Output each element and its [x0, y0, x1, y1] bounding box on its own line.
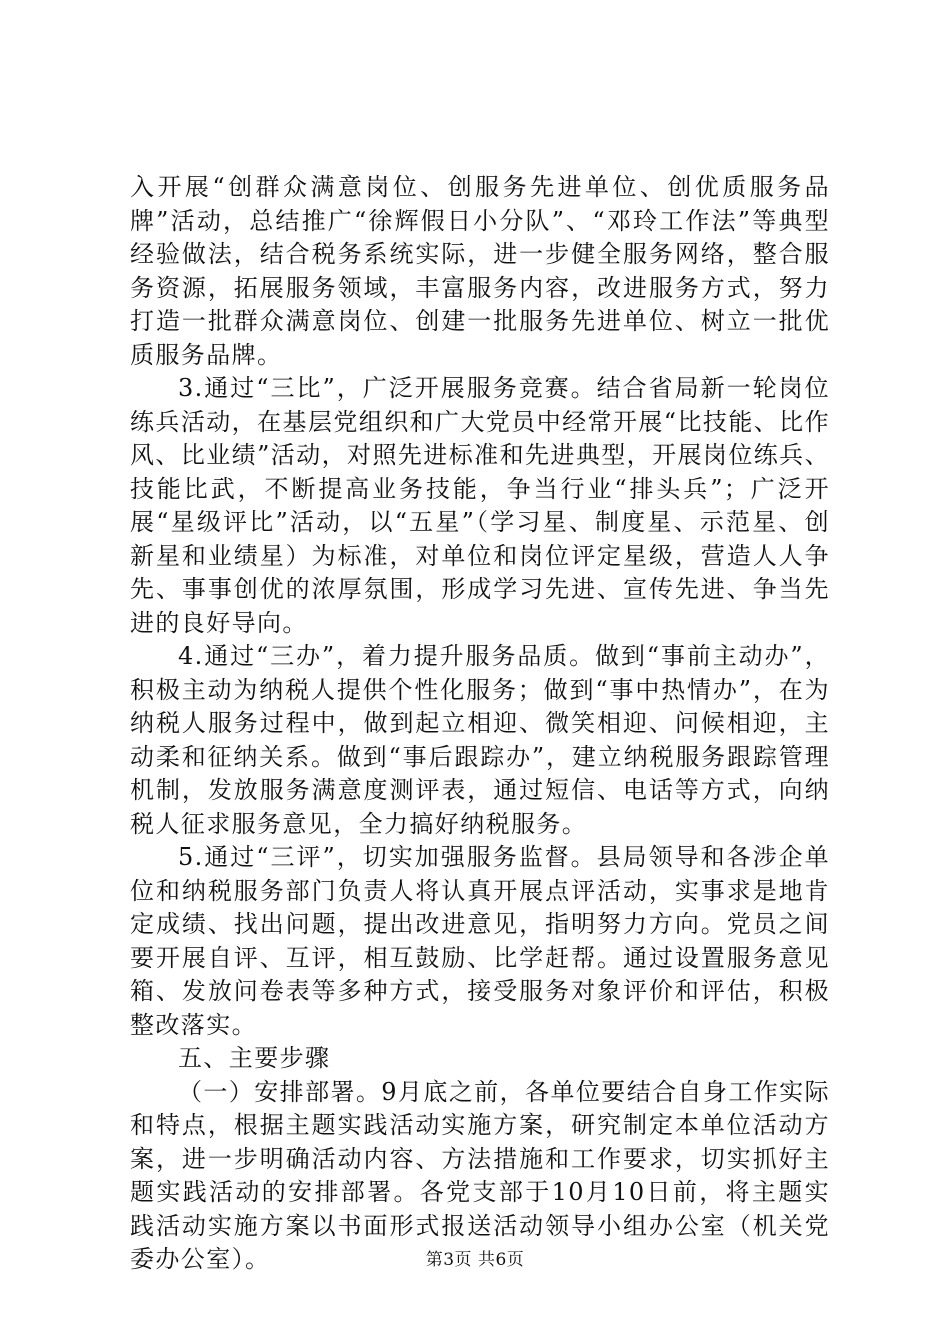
page-number-footer: 第3页 共6页: [425, 1250, 525, 1270]
section-heading-main-steps: 五、主要步骤: [178, 1044, 331, 1072]
paragraph-three-evaluations: 5.通过“三评”，切实加强服务监督。县局领导和各涉企单位和纳税服务部门负责人将认真开展点评活动，实事求是地肯定成绩、找出问题，提出改进意见，指明努力方向。党员之间要开展自评、互评，相互鼓励、比学赶帮。通过设置服务意见箱、发放问卷表等多种方式，接受服务对象评价和评估，积极整改落实。: [130, 843, 830, 1039]
paragraph-service-brand: 入开展“创群众满意岗位、创服务先进单位、创优质服务品牌”活动，总结推广“徐辉假日小分队”、“邓玲工作法”等典型经验做法，结合税务系统实际，进一步健全服务网络，整合服务资源，拓展服务领域，丰富服务内容，改进服务方式，努力打造一批群众满意岗位、创建一批服务先进单位、树立一批优质服务品牌。: [130, 173, 830, 369]
paragraph-arrangement: （一）安排部署。9月底之前，各单位要结合自身工作实际和特点，根据主题实践活动实施方案，研究制定本单位活动方案，进一步明确活动内容、方法措施和工作要求，切实抓好主题实践活动的安排部署。各党支部于10月10日前，将主题实践活动实施方案以书面形式报送活动领导小组办公室（机关党委办公室）。: [130, 1077, 830, 1273]
document-body: [130, 171, 830, 1277]
paragraph-three-comparisons: 3.通过“三比”，广泛开展服务竞赛。结合省局新一轮岗位练兵活动，在基层党组织和广大党员中经常开展“比技能、比作风、比业绩”活动，对照先进标准和先进典型，开展岗位练兵、技能比武，不断提高业务技能，争当行业“排头兵”；广泛开展“星级评比”活动，以“五星”（学习星、制度星、示范星、创新星和业绩星）为标准，对单位和岗位评定星级，营造人人争先、事事创优的浓厚氛围，形成学习先进、宣传先进、争当先进的良好导向。: [130, 374, 830, 637]
paragraph-three-handlings: 4.通过“三办”，着力提升服务品质。做到“事前主动办”，积极主动为纳税人提供个性化服务；做到“事中热情办”，在为纳税人服务过程中，做到起立相迎、微笑相迎、问候相迎，主动柔和征纳关系。做到“事后跟踪办”，建立纳税服务跟踪管理机制，发放服务满意度测评表，通过短信、电话等方式，向纳税人征求服务意见，全力搞好纳税服务。: [130, 642, 830, 838]
